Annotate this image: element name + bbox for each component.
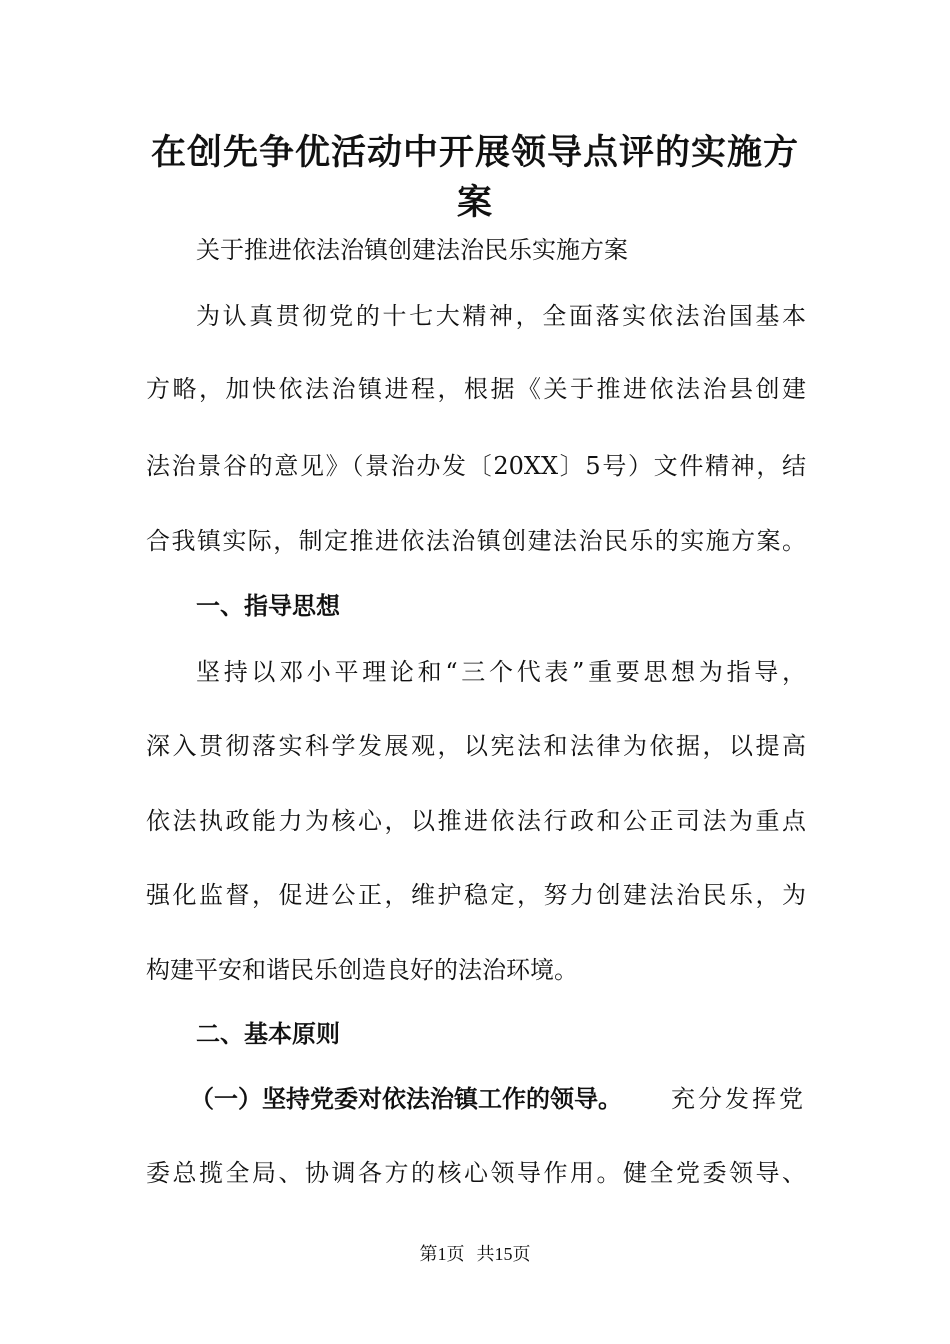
section1-line-5: 构建平安和谐民乐创造良好的法治环境。: [146, 956, 578, 984]
document-title: [140, 128, 810, 228]
intro-line-1: 为认真贯彻党的十七大精神，全面落实依法治国基本: [196, 302, 806, 330]
section1-line-1: 坚持以邓小平理论和“三个代表”重要思想为指导，: [196, 658, 806, 686]
section1-line-2: 深入贯彻落实科学发展观，以宪法和法律为依据，以提高: [146, 732, 806, 760]
principle-1-heading: （一）坚持党委对依法治镇工作的领导。: [190, 1085, 622, 1113]
principle-1-line-2: 委总揽全局、协调各方的核心领导作用。健全党委领导、: [146, 1159, 806, 1187]
title-line-2: 案: [456, 182, 493, 223]
page-footer: [0, 1242, 950, 1266]
section1-line-3: 依法执政能力为核心，以推进依法行政和公正司法为重点: [146, 807, 806, 835]
intro-line-4: 合我镇实际，制定推进依法治镇创建法治民乐的实施方案。: [146, 527, 806, 555]
principle-1-line: [190, 1083, 806, 1115]
page-number: 第1页: [419, 1244, 465, 1264]
section1-line-4: 强化监督，促进公正，维护稳定，努力创建法治民乐，为: [146, 881, 806, 909]
title-line-1: 在创先争优活动中开展领导点评的实施方: [150, 132, 799, 173]
document-subtitle: 关于推进依法治镇创建法治民乐实施方案: [196, 236, 628, 264]
page-count: 共15页: [476, 1244, 531, 1264]
intro-line-2: 方略，加快依法治镇进程，根据《关于推进依法治县创建: [146, 375, 806, 403]
section-heading-1: 一、指导思想: [196, 592, 340, 620]
section-heading-2: 二、基本原则: [196, 1020, 340, 1048]
intro-line-3: 法治景谷的意见》（景治办发〔20XX〕5号）文件精神，结: [146, 452, 806, 480]
principle-1-text-start: 充分发挥党: [671, 1085, 806, 1113]
